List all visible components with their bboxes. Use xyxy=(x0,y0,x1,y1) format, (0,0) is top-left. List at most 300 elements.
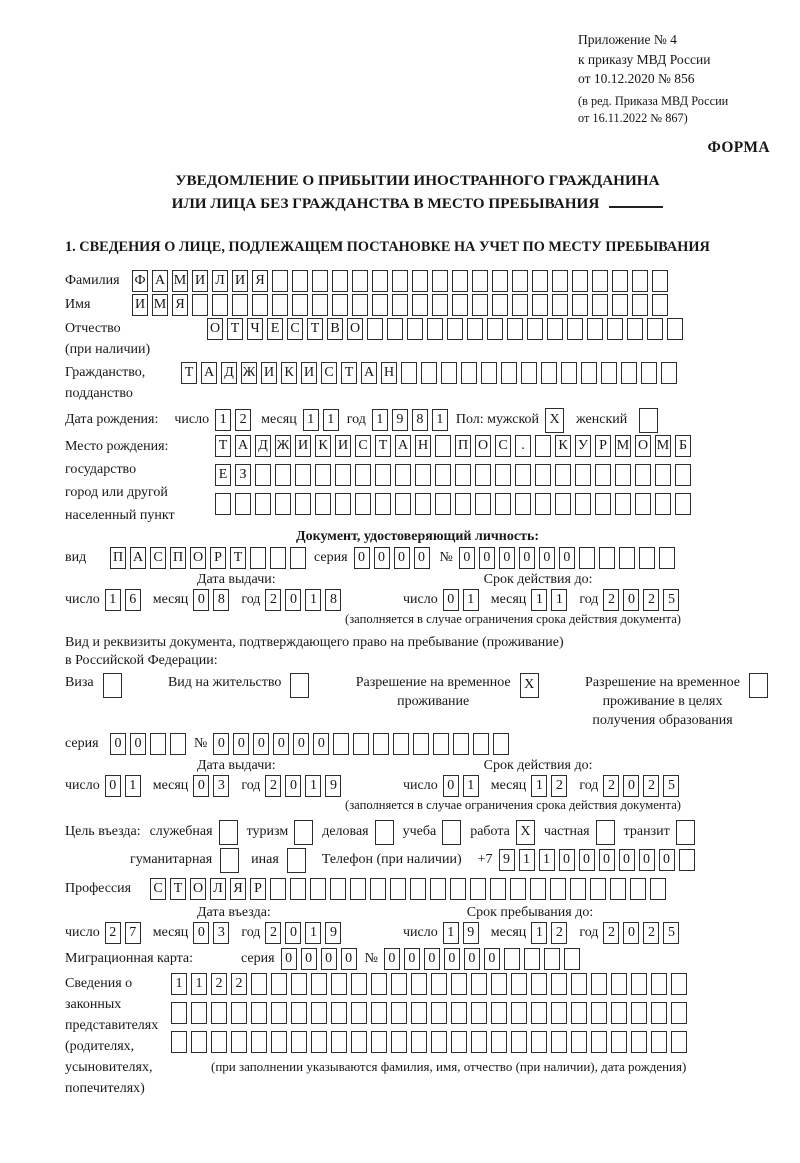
char-cell[interactable] xyxy=(490,878,506,900)
char-cell[interactable] xyxy=(375,464,391,486)
char-cell[interactable] xyxy=(641,362,657,384)
char-cell[interactable] xyxy=(211,1002,227,1024)
char-cell[interactable] xyxy=(430,878,446,900)
char-cell[interactable] xyxy=(601,362,617,384)
char-cell[interactable] xyxy=(611,1031,627,1053)
char-cell[interactable]: 6 xyxy=(125,589,141,611)
char-cell[interactable] xyxy=(472,270,488,292)
char-cell[interactable] xyxy=(475,493,491,515)
representatives-cells-row3[interactable] xyxy=(171,1031,687,1053)
birth-month-cells[interactable] xyxy=(303,409,339,431)
char-cell[interactable]: К xyxy=(315,435,331,457)
char-cell[interactable] xyxy=(511,973,527,995)
char-cell[interactable] xyxy=(675,493,691,515)
char-cell[interactable] xyxy=(292,270,308,292)
char-cell[interactable] xyxy=(432,294,448,316)
char-cell[interactable]: . xyxy=(515,435,531,457)
char-cell[interactable]: 1 xyxy=(303,409,319,431)
char-cell[interactable] xyxy=(353,733,369,755)
char-cell[interactable]: Т xyxy=(230,547,246,569)
visa-checkbox[interactable] xyxy=(103,673,122,698)
char-cell[interactable]: 2 xyxy=(265,922,281,944)
char-cell[interactable] xyxy=(271,1031,287,1053)
char-cell[interactable] xyxy=(312,270,328,292)
char-cell[interactable] xyxy=(251,1002,267,1024)
char-cell[interactable] xyxy=(272,270,288,292)
char-cell[interactable] xyxy=(255,464,271,486)
char-cell[interactable] xyxy=(290,878,306,900)
citizenship-cells[interactable] xyxy=(181,362,677,384)
char-cell[interactable] xyxy=(375,493,391,515)
char-cell[interactable] xyxy=(311,1002,327,1024)
char-cell[interactable] xyxy=(371,1031,387,1053)
profession-cells[interactable] xyxy=(150,878,666,900)
char-cell[interactable] xyxy=(231,1031,247,1053)
char-cell[interactable]: 2 xyxy=(211,973,227,995)
char-cell[interactable] xyxy=(587,318,603,340)
char-cell[interactable] xyxy=(650,878,666,900)
issue-year-cells[interactable] xyxy=(265,589,341,611)
char-cell[interactable]: 0 xyxy=(623,775,639,797)
char-cell[interactable] xyxy=(392,294,408,316)
char-cell[interactable] xyxy=(270,878,286,900)
char-cell[interactable]: 2 xyxy=(231,973,247,995)
char-cell[interactable]: 0 xyxy=(193,589,209,611)
char-cell[interactable] xyxy=(667,318,683,340)
char-cell[interactable] xyxy=(510,878,526,900)
char-cell[interactable] xyxy=(271,973,287,995)
char-cell[interactable]: С xyxy=(495,435,511,457)
char-cell[interactable]: 1 xyxy=(125,775,141,797)
char-cell[interactable]: 0 xyxy=(444,948,460,970)
stay-day-cells[interactable] xyxy=(443,922,479,944)
char-cell[interactable]: 1 xyxy=(215,409,231,431)
char-cell[interactable] xyxy=(612,270,628,292)
char-cell[interactable] xyxy=(610,878,626,900)
char-cell[interactable]: 0 xyxy=(374,547,390,569)
char-cell[interactable] xyxy=(651,973,667,995)
char-cell[interactable] xyxy=(531,1002,547,1024)
char-cell[interactable] xyxy=(421,362,437,384)
valid-year-cells[interactable] xyxy=(603,589,679,611)
phone-cells[interactable] xyxy=(499,849,695,871)
char-cell[interactable]: 0 xyxy=(414,547,430,569)
char-cell[interactable] xyxy=(352,270,368,292)
char-cell[interactable]: 0 xyxy=(341,948,357,970)
checkbox-cell[interactable] xyxy=(375,820,394,845)
char-cell[interactable]: М xyxy=(172,270,188,292)
char-cell[interactable]: Я xyxy=(172,294,188,316)
char-cell[interactable] xyxy=(290,547,306,569)
char-cell[interactable] xyxy=(453,733,469,755)
char-cell[interactable]: М xyxy=(152,294,168,316)
temp-residence-checkbox[interactable] xyxy=(520,673,539,698)
entry-day-cells[interactable] xyxy=(105,922,141,944)
checkbox-cell[interactable] xyxy=(676,820,695,845)
purpose-transit-checkbox[interactable] xyxy=(676,820,695,845)
char-cell[interactable]: 1 xyxy=(531,589,547,611)
char-cell[interactable] xyxy=(575,464,591,486)
char-cell[interactable]: 8 xyxy=(325,589,341,611)
checkbox-cell[interactable]: X xyxy=(520,673,539,698)
valid-day-cells[interactable] xyxy=(443,775,479,797)
birth-year-cells[interactable] xyxy=(372,409,448,431)
char-cell[interactable] xyxy=(295,493,311,515)
char-cell[interactable] xyxy=(551,1031,567,1053)
char-cell[interactable] xyxy=(452,294,468,316)
char-cell[interactable] xyxy=(392,270,408,292)
char-cell[interactable] xyxy=(231,1002,247,1024)
char-cell[interactable] xyxy=(570,878,586,900)
char-cell[interactable]: 0 xyxy=(519,547,535,569)
char-cell[interactable] xyxy=(512,270,528,292)
char-cell[interactable] xyxy=(551,973,567,995)
char-cell[interactable] xyxy=(495,464,511,486)
char-cell[interactable] xyxy=(292,294,308,316)
char-cell[interactable] xyxy=(504,948,520,970)
char-cell[interactable] xyxy=(191,1002,207,1024)
char-cell[interactable]: 9 xyxy=(463,922,479,944)
char-cell[interactable]: 0 xyxy=(579,849,595,871)
char-cell[interactable]: 0 xyxy=(484,948,500,970)
char-cell[interactable]: А xyxy=(152,270,168,292)
char-cell[interactable] xyxy=(595,464,611,486)
char-cell[interactable] xyxy=(451,1031,467,1053)
residence-number-cells[interactable] xyxy=(213,733,509,755)
char-cell[interactable] xyxy=(411,973,427,995)
char-cell[interactable] xyxy=(271,1002,287,1024)
char-cell[interactable] xyxy=(555,464,571,486)
sex-female-checkbox[interactable] xyxy=(639,408,658,433)
char-cell[interactable]: 0 xyxy=(193,922,209,944)
char-cell[interactable] xyxy=(615,493,631,515)
purpose-humanitarian-checkbox[interactable] xyxy=(220,848,239,873)
char-cell[interactable]: Е xyxy=(215,464,231,486)
char-cell[interactable]: 0 xyxy=(559,547,575,569)
checkbox-cell[interactable] xyxy=(287,848,306,873)
char-cell[interactable]: 0 xyxy=(424,948,440,970)
char-cell[interactable]: 1 xyxy=(551,589,567,611)
char-cell[interactable] xyxy=(651,1031,667,1053)
char-cell[interactable] xyxy=(451,973,467,995)
char-cell[interactable] xyxy=(632,294,648,316)
char-cell[interactable] xyxy=(635,464,651,486)
char-cell[interactable] xyxy=(631,973,647,995)
valid-month-cells[interactable] xyxy=(531,589,567,611)
doc-kind-cells[interactable] xyxy=(110,547,306,569)
char-cell[interactable]: И xyxy=(295,435,311,457)
char-cell[interactable]: 0 xyxy=(213,733,229,755)
char-cell[interactable] xyxy=(415,493,431,515)
char-cell[interactable] xyxy=(572,270,588,292)
char-cell[interactable] xyxy=(270,547,286,569)
char-cell[interactable] xyxy=(531,1031,547,1053)
char-cell[interactable] xyxy=(591,1002,607,1024)
char-cell[interactable]: 0 xyxy=(313,733,329,755)
checkbox-cell[interactable] xyxy=(294,820,313,845)
char-cell[interactable]: 0 xyxy=(459,547,475,569)
char-cell[interactable] xyxy=(495,493,511,515)
char-cell[interactable] xyxy=(275,464,291,486)
char-cell[interactable] xyxy=(411,1002,427,1024)
char-cell[interactable]: 0 xyxy=(623,922,639,944)
char-cell[interactable] xyxy=(647,318,663,340)
char-cell[interactable] xyxy=(391,1002,407,1024)
char-cell[interactable]: И xyxy=(301,362,317,384)
char-cell[interactable] xyxy=(431,1002,447,1024)
char-cell[interactable]: 7 xyxy=(125,922,141,944)
char-cell[interactable]: 0 xyxy=(539,547,555,569)
char-cell[interactable]: М xyxy=(655,435,671,457)
char-cell[interactable] xyxy=(373,733,389,755)
char-cell[interactable] xyxy=(332,270,348,292)
char-cell[interactable]: П xyxy=(170,547,186,569)
char-cell[interactable] xyxy=(452,270,468,292)
char-cell[interactable]: 0 xyxy=(599,849,615,871)
char-cell[interactable]: И xyxy=(335,435,351,457)
stay-year-cells[interactable] xyxy=(603,922,679,944)
char-cell[interactable] xyxy=(612,294,628,316)
char-cell[interactable] xyxy=(412,270,428,292)
char-cell[interactable] xyxy=(232,294,248,316)
char-cell[interactable]: Ж xyxy=(241,362,257,384)
char-cell[interactable] xyxy=(371,973,387,995)
birth-day-cells[interactable] xyxy=(215,409,251,431)
char-cell[interactable] xyxy=(335,464,351,486)
char-cell[interactable] xyxy=(387,318,403,340)
patronymic-cells[interactable] xyxy=(207,318,683,340)
doc-series-cells[interactable] xyxy=(354,547,430,569)
char-cell[interactable] xyxy=(355,493,371,515)
char-cell[interactable]: 1 xyxy=(531,775,547,797)
issue-year-cells[interactable] xyxy=(265,775,341,797)
char-cell[interactable]: 0 xyxy=(464,948,480,970)
char-cell[interactable]: М xyxy=(615,435,631,457)
birthplace-cells-row3[interactable] xyxy=(215,493,691,515)
issue-month-cells[interactable] xyxy=(193,589,229,611)
migration-number-cells[interactable] xyxy=(384,948,580,970)
char-cell[interactable]: 1 xyxy=(105,589,121,611)
char-cell[interactable] xyxy=(507,318,523,340)
char-cell[interactable]: А xyxy=(361,362,377,384)
char-cell[interactable]: О xyxy=(190,878,206,900)
char-cell[interactable]: 0 xyxy=(384,948,400,970)
char-cell[interactable] xyxy=(471,1031,487,1053)
char-cell[interactable]: 0 xyxy=(499,547,515,569)
char-cell[interactable] xyxy=(621,362,637,384)
char-cell[interactable] xyxy=(311,973,327,995)
char-cell[interactable]: В xyxy=(327,318,343,340)
char-cell[interactable]: А xyxy=(130,547,146,569)
temp-residence-edu-checkbox[interactable] xyxy=(749,673,768,698)
char-cell[interactable] xyxy=(552,294,568,316)
char-cell[interactable] xyxy=(579,547,595,569)
char-cell[interactable] xyxy=(331,1031,347,1053)
char-cell[interactable] xyxy=(535,464,551,486)
char-cell[interactable] xyxy=(521,362,537,384)
char-cell[interactable]: П xyxy=(110,547,126,569)
char-cell[interactable]: Л xyxy=(212,270,228,292)
char-cell[interactable] xyxy=(590,878,606,900)
char-cell[interactable]: 8 xyxy=(412,409,428,431)
char-cell[interactable] xyxy=(531,973,547,995)
char-cell[interactable] xyxy=(410,878,426,900)
char-cell[interactable] xyxy=(607,318,623,340)
char-cell[interactable]: 0 xyxy=(285,922,301,944)
char-cell[interactable] xyxy=(493,733,509,755)
char-cell[interactable]: 2 xyxy=(603,589,619,611)
char-cell[interactable] xyxy=(370,878,386,900)
char-cell[interactable] xyxy=(541,362,557,384)
representatives-cells-row2[interactable] xyxy=(171,1002,687,1024)
char-cell[interactable] xyxy=(471,1002,487,1024)
char-cell[interactable]: С xyxy=(150,547,166,569)
char-cell[interactable]: 1 xyxy=(305,589,321,611)
char-cell[interactable] xyxy=(310,878,326,900)
char-cell[interactable] xyxy=(211,1031,227,1053)
char-cell[interactable] xyxy=(407,318,423,340)
sex-male-checkbox[interactable] xyxy=(545,408,564,433)
char-cell[interactable] xyxy=(511,1031,527,1053)
char-cell[interactable] xyxy=(250,547,266,569)
char-cell[interactable]: 3 xyxy=(213,775,229,797)
char-cell[interactable] xyxy=(150,733,166,755)
char-cell[interactable] xyxy=(552,270,568,292)
char-cell[interactable] xyxy=(432,270,448,292)
char-cell[interactable]: Ч xyxy=(247,318,263,340)
char-cell[interactable]: 5 xyxy=(663,775,679,797)
char-cell[interactable] xyxy=(595,493,611,515)
char-cell[interactable] xyxy=(535,493,551,515)
char-cell[interactable]: Д xyxy=(255,435,271,457)
char-cell[interactable]: С xyxy=(287,318,303,340)
char-cell[interactable]: 1 xyxy=(305,922,321,944)
char-cell[interactable] xyxy=(455,493,471,515)
char-cell[interactable] xyxy=(591,973,607,995)
char-cell[interactable]: Н xyxy=(381,362,397,384)
char-cell[interactable]: 0 xyxy=(443,589,459,611)
char-cell[interactable]: 1 xyxy=(432,409,448,431)
char-cell[interactable] xyxy=(431,973,447,995)
representatives-cells-row1[interactable] xyxy=(171,973,687,995)
char-cell[interactable]: С xyxy=(150,878,166,900)
char-cell[interactable]: Е xyxy=(267,318,283,340)
char-cell[interactable]: У xyxy=(575,435,591,457)
char-cell[interactable] xyxy=(615,464,631,486)
char-cell[interactable] xyxy=(535,435,551,457)
char-cell[interactable]: С xyxy=(321,362,337,384)
char-cell[interactable] xyxy=(455,464,471,486)
char-cell[interactable]: 1 xyxy=(372,409,388,431)
char-cell[interactable] xyxy=(524,948,540,970)
char-cell[interactable] xyxy=(171,1002,187,1024)
char-cell[interactable]: К xyxy=(281,362,297,384)
char-cell[interactable]: 5 xyxy=(663,922,679,944)
char-cell[interactable] xyxy=(450,878,466,900)
char-cell[interactable] xyxy=(411,1031,427,1053)
char-cell[interactable] xyxy=(532,294,548,316)
char-cell[interactable] xyxy=(655,493,671,515)
char-cell[interactable]: 0 xyxy=(354,547,370,569)
char-cell[interactable] xyxy=(592,294,608,316)
char-cell[interactable]: 0 xyxy=(394,547,410,569)
surname-cells[interactable] xyxy=(132,270,668,292)
char-cell[interactable] xyxy=(291,1002,307,1024)
char-cell[interactable] xyxy=(171,1031,187,1053)
char-cell[interactable] xyxy=(447,318,463,340)
char-cell[interactable]: И xyxy=(232,270,248,292)
stay-month-cells[interactable] xyxy=(531,922,567,944)
char-cell[interactable] xyxy=(435,435,451,457)
checkbox-cell[interactable]: X xyxy=(516,820,535,845)
char-cell[interactable] xyxy=(619,547,635,569)
char-cell[interactable] xyxy=(272,294,288,316)
char-cell[interactable] xyxy=(630,878,646,900)
char-cell[interactable] xyxy=(631,1031,647,1053)
char-cell[interactable]: 8 xyxy=(213,589,229,611)
char-cell[interactable] xyxy=(671,973,687,995)
char-cell[interactable] xyxy=(431,1031,447,1053)
char-cell[interactable]: И xyxy=(261,362,277,384)
char-cell[interactable] xyxy=(631,1002,647,1024)
char-cell[interactable] xyxy=(611,973,627,995)
char-cell[interactable] xyxy=(655,464,671,486)
char-cell[interactable]: 0 xyxy=(321,948,337,970)
char-cell[interactable] xyxy=(351,973,367,995)
char-cell[interactable] xyxy=(492,270,508,292)
char-cell[interactable]: 2 xyxy=(643,589,659,611)
char-cell[interactable] xyxy=(413,733,429,755)
char-cell[interactable]: 0 xyxy=(130,733,146,755)
char-cell[interactable] xyxy=(235,493,251,515)
char-cell[interactable] xyxy=(473,733,489,755)
char-cell[interactable]: 1 xyxy=(191,973,207,995)
char-cell[interactable]: Н xyxy=(415,435,431,457)
char-cell[interactable] xyxy=(351,1031,367,1053)
char-cell[interactable] xyxy=(333,733,349,755)
char-cell[interactable]: О xyxy=(635,435,651,457)
char-cell[interactable] xyxy=(471,973,487,995)
char-cell[interactable] xyxy=(251,973,267,995)
birthplace-cells-row2[interactable] xyxy=(215,464,691,486)
char-cell[interactable] xyxy=(331,1002,347,1024)
char-cell[interactable] xyxy=(575,493,591,515)
purpose-commercial-checkbox[interactable] xyxy=(375,820,394,845)
char-cell[interactable] xyxy=(351,1002,367,1024)
char-cell[interactable]: Д xyxy=(221,362,237,384)
char-cell[interactable]: Т xyxy=(307,318,323,340)
checkbox-cell[interactable] xyxy=(442,820,461,845)
char-cell[interactable]: 0 xyxy=(253,733,269,755)
char-cell[interactable]: 1 xyxy=(171,973,187,995)
char-cell[interactable] xyxy=(564,948,580,970)
valid-year-cells[interactable] xyxy=(603,775,679,797)
char-cell[interactable] xyxy=(315,464,331,486)
char-cell[interactable]: 9 xyxy=(392,409,408,431)
char-cell[interactable]: Я xyxy=(230,878,246,900)
char-cell[interactable] xyxy=(332,294,348,316)
char-cell[interactable] xyxy=(652,270,668,292)
char-cell[interactable] xyxy=(212,294,228,316)
char-cell[interactable] xyxy=(501,362,517,384)
char-cell[interactable] xyxy=(472,294,488,316)
checkbox-cell[interactable] xyxy=(749,673,768,698)
char-cell[interactable]: 2 xyxy=(235,409,251,431)
char-cell[interactable] xyxy=(467,318,483,340)
purpose-private-checkbox[interactable] xyxy=(596,820,615,845)
char-cell[interactable] xyxy=(491,1002,507,1024)
char-cell[interactable] xyxy=(511,1002,527,1024)
